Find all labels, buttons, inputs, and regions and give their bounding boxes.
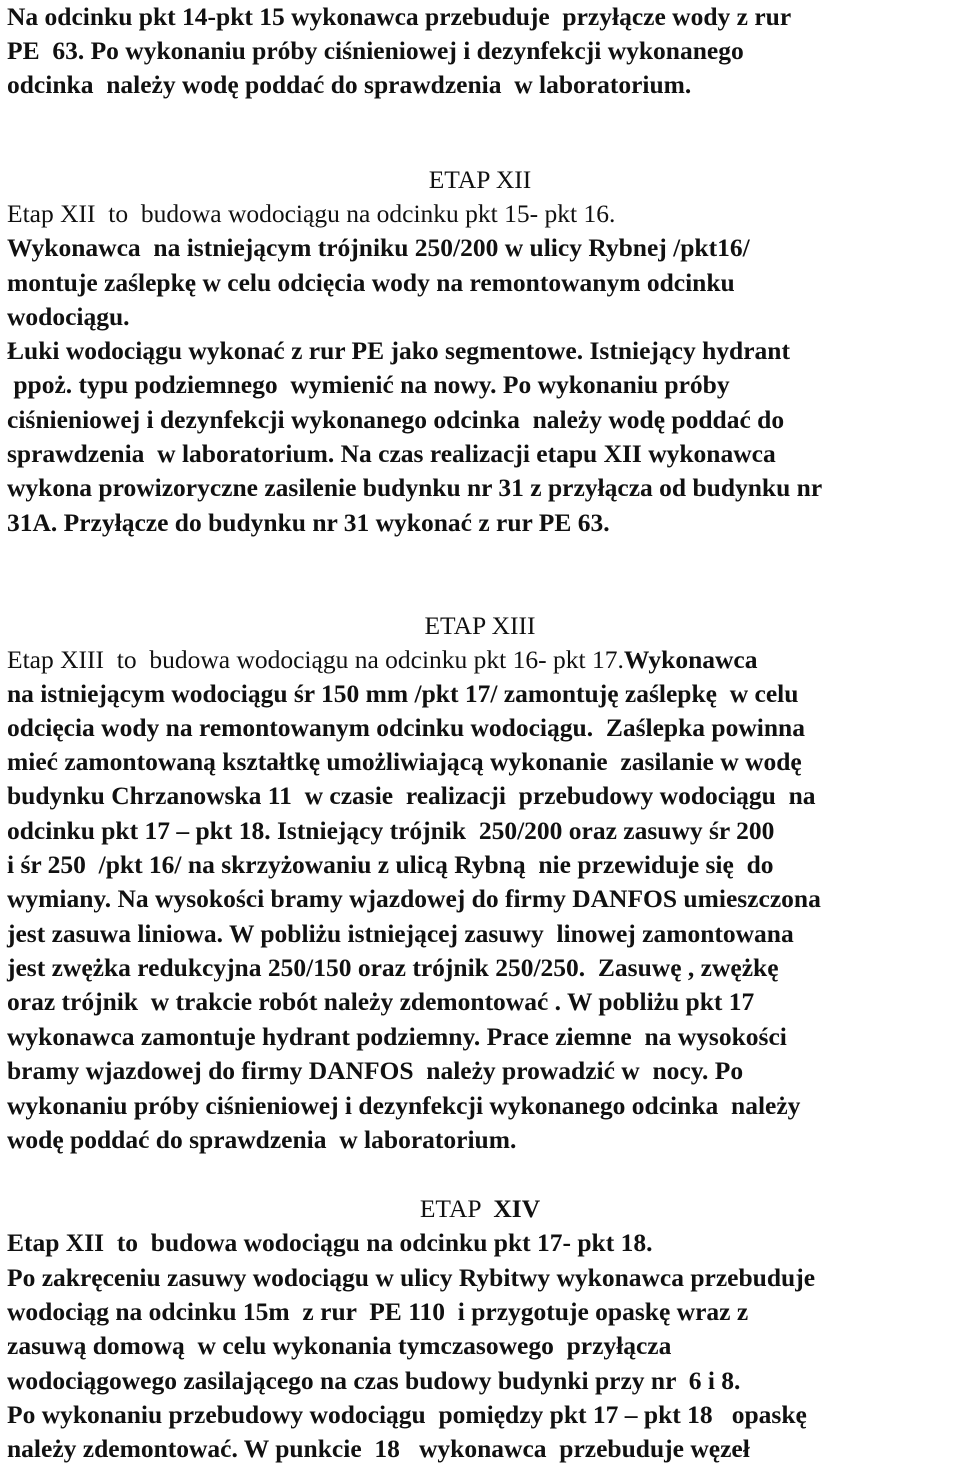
text-line: Po zakręceniu zasuwy wodociągu w ulicy Rybitwy wykonawca przebuduje <box>7 1263 816 1292</box>
text-segment: odcięcia wody na remontowanym odcinku wodociągu. <box>7 713 600 742</box>
text-line: jest zasuwa liniowa. W pobliżu istniejącej zasuwy linowej zamontowana <box>7 919 794 948</box>
section-intro-bold-text: Wykonawca <box>623 645 758 674</box>
text-line: wykona prowizoryczne zasilenie budynku nr 31 z przyłącza od budynku nr <box>7 473 823 502</box>
text-line: ciśnieniowej i dezynfekcji wykonanego odcinka należy wodę poddać do <box>7 405 785 434</box>
text-line: należy zdemontować. W punkcie 18 wykonawca przebuduje węzeł <box>7 1434 750 1463</box>
section-intro-line <box>7 643 758 677</box>
heading-text: ETAP <box>419 1194 494 1223</box>
text-segment: Zaślepka powinna <box>599 713 805 742</box>
section-intro-line: Etap XII to budowa wodociągu na odcinku pkt 15- pkt 16. <box>7 199 616 228</box>
text-line: jest zwężka redukcyjna 250/150 oraz trójnik 250/250. Zasuwę , zwężkę <box>7 953 779 982</box>
text-line: ppoż. typu podziemnego wymienić na nowy. Po wykonaniu próby <box>7 370 730 399</box>
text-line: wodociągowego zasilającego na czas budowy budynki przy nr 6 i 8. <box>7 1366 741 1395</box>
section-intro-text: Etap XIII to budowa wodociągu na odcinku pkt 16- pkt 17. <box>7 645 624 674</box>
text-line: oraz trójnik w trakcie robót należy zdemontować . W pobliżu pkt 17 <box>7 987 755 1016</box>
section-heading-etap-xii: ETAP XII <box>428 165 532 194</box>
section-intro-line: Etap XII to budowa wodociągu na odcinku pkt 17- pkt 18. <box>7 1228 653 1257</box>
text-line: montuje zaślepkę w celu odcięcia wody na remontowanym odcinku <box>7 268 735 297</box>
text-line: Łuki wodociągu wykonać z rur PE jako segmentowe. Istniejący hydrant <box>7 336 790 365</box>
text-line <box>7 711 805 745</box>
section-heading-etap-xiii: ETAP XIII <box>424 611 536 640</box>
text-line: odcinka należy wodę poddać do sprawdzenia w laboratorium. <box>7 70 692 99</box>
text-line: odcinku pkt 17 – pkt 18. Istniejący trójnik 250/200 oraz zasuwy śr 200 <box>7 816 775 845</box>
text-line: PE 63. Po wykonaniu próby ciśnieniowej i dezynfekcji wykonanego <box>7 36 744 65</box>
text-line: bramy wjazdowej do firmy DANFOS należy prowadzić w nocy. Po <box>7 1056 744 1085</box>
text-line: 31A. Przyłącze do budynku nr 31 wykonać z rur PE 63. <box>7 508 610 537</box>
text-line: wymiany. Na wysokości bramy wjazdowej do firmy DANFOS umieszczona <box>7 884 821 913</box>
text-line: zasuwą domową w celu wykonania tymczasowego przyłącza <box>7 1331 672 1360</box>
text-line: wodociąg na odcinku 15m z rur PE 110 i przygotuje opaskę wraz z <box>7 1297 749 1326</box>
heading-bold-text: XIV <box>493 1194 541 1223</box>
text-line: wykonaniu próby ciśnieniowej i dezynfekcji wykonanego odcinka należy <box>7 1091 801 1120</box>
text-line: Po wykonaniu przebudowy wodociągu pomiędzy pkt 17 – pkt 18 opaskę <box>7 1400 807 1429</box>
text-line: budynku Chrzanowska 11 w czasie realizacji przebudowy wodociągu na <box>7 781 816 810</box>
text-line: na istniejącym wodociągu śr 150 mm /pkt 17/ zamontuję zaślepkę w celu <box>7 679 799 708</box>
text-line: mieć zamontowaną kształtkę umożliwiającą wykonanie zasilanie w wodę <box>7 747 802 776</box>
text-line: sprawdzenia w laboratorium. Na czas realizacji etapu XII wykonawca <box>7 439 776 468</box>
text-line: wykonawca zamontuje hydrant podziemny. Prace ziemne na wysokości <box>7 1022 787 1051</box>
text-line: wodociągu. <box>7 302 130 331</box>
text-line: Na odcinku pkt 14-pkt 15 wykonawca przebuduje przyłącze wody z rur <box>7 2 792 31</box>
text-line: Wykonawca na istniejącym trójniku 250/200 w ulicy Rybnej /pkt16/ <box>7 233 750 262</box>
section-heading-etap-xiv <box>0 1192 960 1226</box>
text-line: wodę poddać do sprawdzenia w laboratorium. <box>7 1125 517 1154</box>
text-line: i śr 250 /pkt 16/ na skrzyżowaniu z ulicą Rybną nie przewiduje się do <box>7 850 774 879</box>
